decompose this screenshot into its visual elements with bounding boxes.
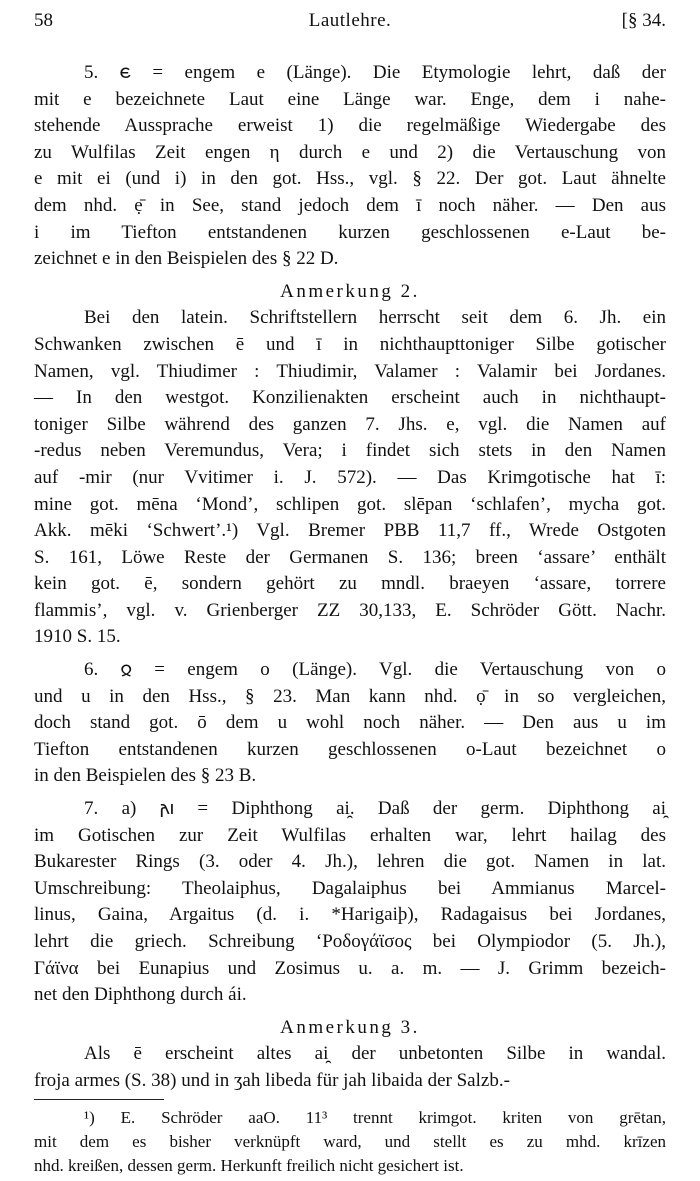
- text-line: im Gotischen zur Zeit Wulfilas erhalten war, lehrt hailag des: [34, 824, 666, 846]
- text-line: S. 161, Löwe Reste der Germanen S. 136; breen ‘assare’ enthält: [34, 546, 666, 568]
- text-line: mine got. mēna ‘Mond’, schlipen got. slēpan ‘schlafen’, mycha got.: [34, 493, 666, 515]
- text-line: dem nhd. ẹ̄ in See, stand jedoch dem ī noch näher. — Den aus: [34, 194, 666, 216]
- text-line: und u in den Hss., § 23. Man kann nhd. ọ̄ in so vergleichen,: [34, 685, 666, 707]
- footnote: [34, 1106, 666, 1178]
- text-line: Bei den latein. Schriftstellern herrscht seit dem 6. Jh. ein: [84, 307, 666, 329]
- text-line: auf -mir (nur Vvitimer i. J. 572). — Das Krimgotische hat ī:: [34, 466, 666, 488]
- text-line: 1910 S. 15.: [34, 626, 121, 648]
- text-line: 5. 𐌴 = engem e (Länge). Die Etymologie lehrt, daß der: [84, 62, 666, 83]
- text-line: Schwanken zwischen ē und ī in nichthaupttoniger Silbe gotischer: [34, 333, 666, 355]
- paragraph: [34, 796, 666, 1009]
- text-line: i im Tiefton entstandenen kurzen geschlossenen e-Laut be-: [34, 221, 666, 243]
- text-line: Γάϊνα bei Eunapius und Zosimus u. a. m. — J. Grimm bezeich-: [34, 957, 666, 979]
- text-line: lehrt die griech. Schreibung ‘Ροδογάϊσος bei Olympiodor (5. Jh.),: [34, 931, 666, 952]
- running-header: [34, 10, 666, 40]
- footnote-line: nhd. kreißen, dessen germ. Herkunft freilich nicht gesichert ist.: [34, 1155, 464, 1175]
- text-line: linus, Gaina, Argaitus (d. i. *Harigaiþ), Radagaisus bei Jordanes,: [34, 904, 666, 926]
- text-line: zeichnet e in den Beispielen des § 22 D.: [34, 248, 339, 270]
- text-line: 6. 𐍉 = engem o (Länge). Vgl. die Vertauschung von o: [84, 659, 666, 681]
- text-line: zu Wulfilas Zeit engen η durch e und 2) die Vertauschung von: [34, 141, 666, 163]
- section-marker: [§ 34.: [621, 10, 666, 31]
- text-line: kein got. ē, sondern gehört zu mndl. braeyen ‘assare, torrere: [34, 573, 666, 595]
- paragraph: [34, 305, 666, 651]
- text-line: stehende Aussprache erweist 1) die regelmäßige Wiedergabe des: [34, 115, 666, 137]
- text-line: Tiefton entstandenen kurzen geschlossenen o-Laut bezeichnet o: [34, 738, 666, 760]
- text-line: Anmerkung 3.: [280, 1016, 420, 1038]
- note-heading: [34, 1015, 666, 1042]
- note-heading: [34, 279, 666, 306]
- text-line: doch stand got. ō dem u wohl noch näher. — Den aus u im: [34, 712, 666, 734]
- text-line: 7. a) 𐌰𐌹 = Diphthong ai̯. Daß der germ. Diphthong ai̯: [84, 798, 666, 820]
- page-number: 58: [34, 10, 53, 31]
- footnote-line: mit dem es bisher verknüpft ward, und stellt es zu mhd. krīzen: [34, 1131, 666, 1151]
- text-line: mit e bezeichnete Laut eine Länge war. Enge, dem i nahe-: [34, 88, 666, 110]
- paragraph: [34, 1041, 666, 1094]
- running-title: Lautlehre.: [308, 10, 392, 31]
- text-line: Als ē erscheint altes ai̯ der unbetonten Silbe in wandal.: [84, 1043, 666, 1065]
- text-line: -redus neben Veremundus, Vera; i findet sich stets in den Namen: [34, 440, 666, 462]
- text-line: — In den westgot. Konzilienakten erscheint auch in nichthaupt-: [34, 387, 666, 409]
- text-line: Anmerkung 2.: [280, 280, 420, 302]
- text-line: toniger Silbe während des ganzen 7. Jhs. e, vgl. die Namen auf: [34, 413, 666, 435]
- text-line: Bukarester Rings (3. oder 4. Jh.), lehren die got. Namen in lat.: [34, 851, 666, 873]
- text-line: Akk. mēki ‘Schwert’.¹) Vgl. Bremer PBB 11,7 ff., Wrede Ostgoten: [34, 520, 666, 542]
- footnote-line: ¹) E. Schröder aaO. 11³ trennt krimgot. kriten von grētan,: [84, 1107, 666, 1127]
- paragraph: [34, 657, 666, 790]
- text-line: in den Beispielen des § 23 B.: [34, 765, 257, 787]
- text-line: e mit ei (und i) in den got. Hss., vgl. § 22. Der got. Laut ähnelte: [34, 168, 666, 190]
- text-line: Namen, vgl. Thiudimer : Thiudimir, Valamer : Valamir bei Jordanes.: [34, 360, 666, 382]
- text-line: net den Diphthong durch ái.: [34, 984, 247, 1006]
- text-line: froja armes (S. 38) und in ʒah libeda für jah libaida der Salzb.-: [34, 1069, 510, 1091]
- paragraph: [34, 60, 666, 273]
- text-line: Umschreibung: Theolaiphus, Dagalaiphus bei Ammianus Marcel-: [34, 877, 666, 899]
- text-line: flammis’, vgl. v. Grienberger ZZ 30,133, E. Schröder Gött. Nachr.: [34, 599, 666, 621]
- footnote-rule: [34, 1099, 164, 1100]
- page-body: [34, 60, 666, 1178]
